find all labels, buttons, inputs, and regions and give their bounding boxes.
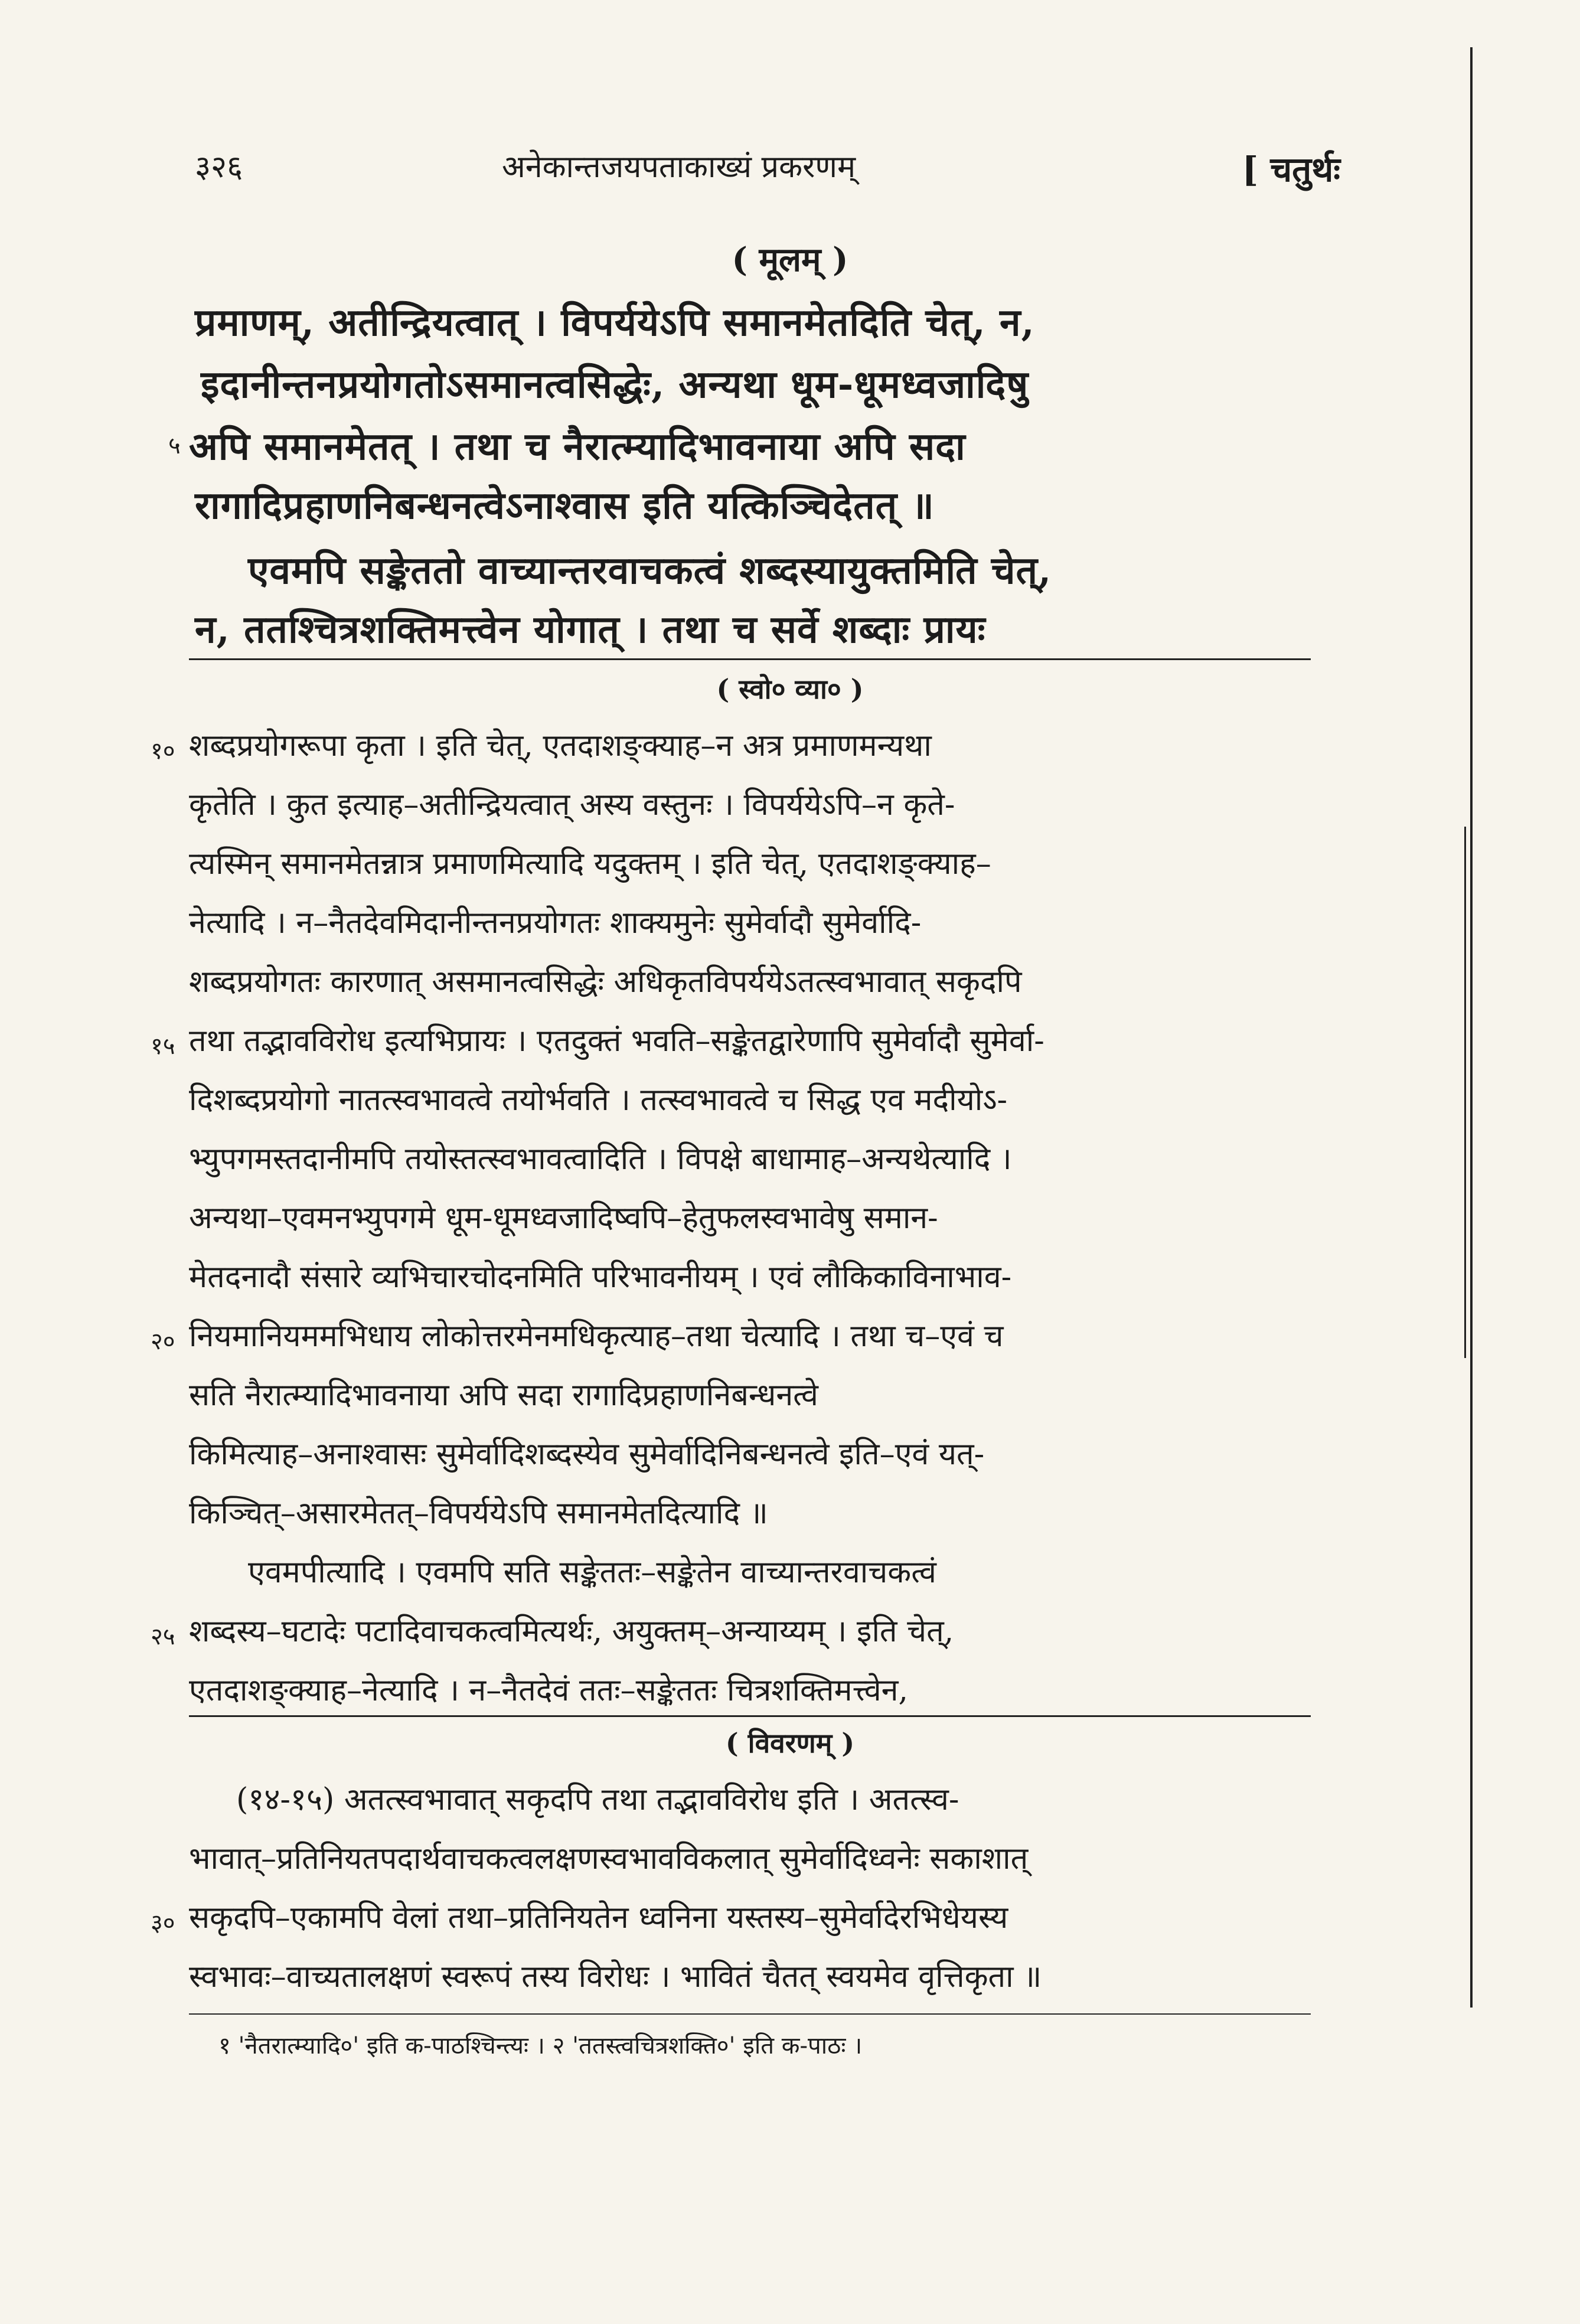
commentary-line: एवमपीत्यादि । एवमपि सति सङ्केततः–सङ्केतेन वाच्यान्तरवाचकत्वं: [248, 1555, 936, 1590]
mula-line: इदानीन्तनप्रयोगतोऽसमानत्वसिद्धेः, अन्यथा धूम-धूमध्वजादिषु: [201, 363, 1029, 407]
vivarana-line: स्वभावः–वाच्यतालक्षणं स्वरूपं तस्य विरोधः । भावितं चैतत् स्वयमेव वृत्तिकृता ॥: [189, 1959, 1042, 1995]
vivarana-line: (१४-१५) अतत्स्वभावात् सकृदपि तथा तद्भावविरोध इति । अतत्स्व-: [236, 1782, 959, 1817]
mula-line: न, ततश्चित्रशक्तिमत्त्वेन योगात् । तथा च सर्वे शब्दाः प्रायः: [195, 608, 986, 652]
footnote-divider: [189, 2013, 1311, 2015]
vivarana-line: भावात्–प्रतिनियतपदार्थवाचकत्वलक्षणस्वभावविकलात् सुमेर्वादिध्वनेः सकाशात्: [189, 1841, 1029, 1876]
section-divider: [189, 1715, 1311, 1717]
line-number: २५: [151, 1623, 175, 1650]
section-label: [ चतुर्थः: [1242, 149, 1340, 190]
commentary-line: अन्यथा–एवमनभ्युपगमे धूम-धूमध्वजादिष्वपि–हेतुफलस्वभावेषु समान-: [189, 1200, 938, 1236]
commentary-line: तथा तद्भावविरोध इत्यभिप्रायः । एतदुक्तं भवति–सङ्केतद्वारेणापि सुमेर्वादौ सुमेर्वा-: [189, 1023, 1044, 1059]
mula-line: रागादिप्रहाणनिबन्धनत्वेऽनाश्वास इति यत्किञ्चिदेतत् ॥: [195, 484, 935, 528]
line-number: २०: [151, 1328, 175, 1355]
commentary-line: भ्युपगमस्तदानीमपि तयोस्तत्स्वभावत्वादिति । विपक्षे बाधामाह–अन्यथेत्यादि ।: [189, 1141, 1012, 1177]
commentary-line: कृतेति । कुत इत्याह–अतीन्द्रियत्वात् अस्य वस्तुनः । विपर्ययेऽपि–न कृते-: [189, 787, 955, 822]
page-header: [195, 145, 1340, 198]
commentary-line: एतदाशङ्क्याह–नेत्यादि । न–नैतदेवं ततः–सङ्केततः चित्रशक्तिमत्त्वेन,: [189, 1673, 909, 1708]
page-number: ३२६: [195, 149, 243, 185]
running-title: अनेकान्तजयपताकाख्यं प्रकरणम्: [502, 149, 856, 185]
mula-line: अपि समानमेतत् । तथा च नैरात्म्यादिभावनाया अपि सदा: [189, 425, 966, 469]
line-number: ५: [168, 432, 181, 459]
commentary-line: शब्दप्रयोगतः कारणात् असमानत्वसिद्धेः अधिकृतविपर्ययेऽतत्स्वभावात् सकृदपि: [189, 964, 1022, 1000]
commentary-line: किमित्याह–अनाश्वासः सुमेर्वादिशब्दस्येव सुमेर्वादिनिबन्धनत्वे इति–एवं यत्-: [189, 1437, 985, 1472]
vivaranam-heading: ( विवरणम् ): [725, 1727, 855, 1759]
section-divider: [189, 658, 1311, 660]
commentary-line: शब्दस्य–घटादेः पटादिवाचकत्वमित्यर्थः, अयुक्तम्–अन्याय्यम् । इति चेत्,: [189, 1614, 954, 1649]
commentary-line: मेतदनादौ संसारे व्यभिचारचोदनमिति परिभावनीयम् । एवं लौकिकाविनाभाव-: [189, 1259, 1012, 1295]
commentary-line: सति नैरात्म्यादिभावनाया अपि सदा रागादिप्रहाणनिबन्धनत्वे: [189, 1378, 818, 1413]
page-edge-line: [1464, 827, 1466, 1358]
vyakhya-heading: ( स्वो० व्या० ): [716, 673, 864, 705]
commentary-line: दिशब्दप्रयोगो नातत्स्वभावत्वे तयोर्भवति । तत्स्वभावत्वे च सिद्ध एव मदीयोऽ-: [189, 1082, 1008, 1118]
line-number: १५: [151, 1033, 175, 1060]
line-number: ३०: [151, 1910, 175, 1937]
vivarana-line: सकृदपि–एकामपि वेलां तथा–प्रतिनियतेन ध्वनिना यस्तस्य–सुमेर्वादेरभिधेयस्य: [189, 1900, 1008, 1935]
commentary-line: नेत्यादि । न–नैतदेवमिदानीन्तनप्रयोगतः शाक्यमुनेः सुमेर्वादौ सुमेर्वादि-: [189, 905, 922, 941]
mulam-heading: ( मूलम् ): [732, 240, 848, 279]
commentary-line: त्यस्मिन् समानमेतन्नात्र प्रमाणमित्यादि यदुक्तम् । इति चेत्, एतदाशङ्क्याह–: [189, 846, 991, 882]
commentary-line: किञ्चित्–असारमेतत्–विपर्ययेऽपि समानमेतदित्यादि ॥: [189, 1496, 768, 1531]
mula-line: प्रमाणम्, अतीन्द्रियत्वात् । विपर्ययेऽपि समानमेतदिति चेत्, न,: [195, 301, 1035, 345]
commentary-line: शब्दप्रयोगरूपा कृता । इति चेत्, एतदाशङ्क्याह–न अत्र प्रमाणमन्यथा: [189, 728, 932, 763]
mula-line: एवमपि सङ्केततो वाच्यान्तरवाचकत्वं शब्दस्यायुक्तमिति चेत्,: [248, 549, 1052, 593]
footnotes: १ 'नैतरात्म्यादि०' इति क-पाठश्चिन्त्यः । २ 'ततस्त्वचित्रशक्ति०' इति क-पाठः ।: [218, 2032, 863, 2059]
commentary-line: नियमानियममभिधाय लोकोत्तरमेनमधिकृत्याह–तथा चेत्यादि । तथा च–एवं च: [189, 1318, 1004, 1354]
line-number: १०: [151, 737, 175, 765]
page-edge-line: [1470, 47, 1473, 2008]
